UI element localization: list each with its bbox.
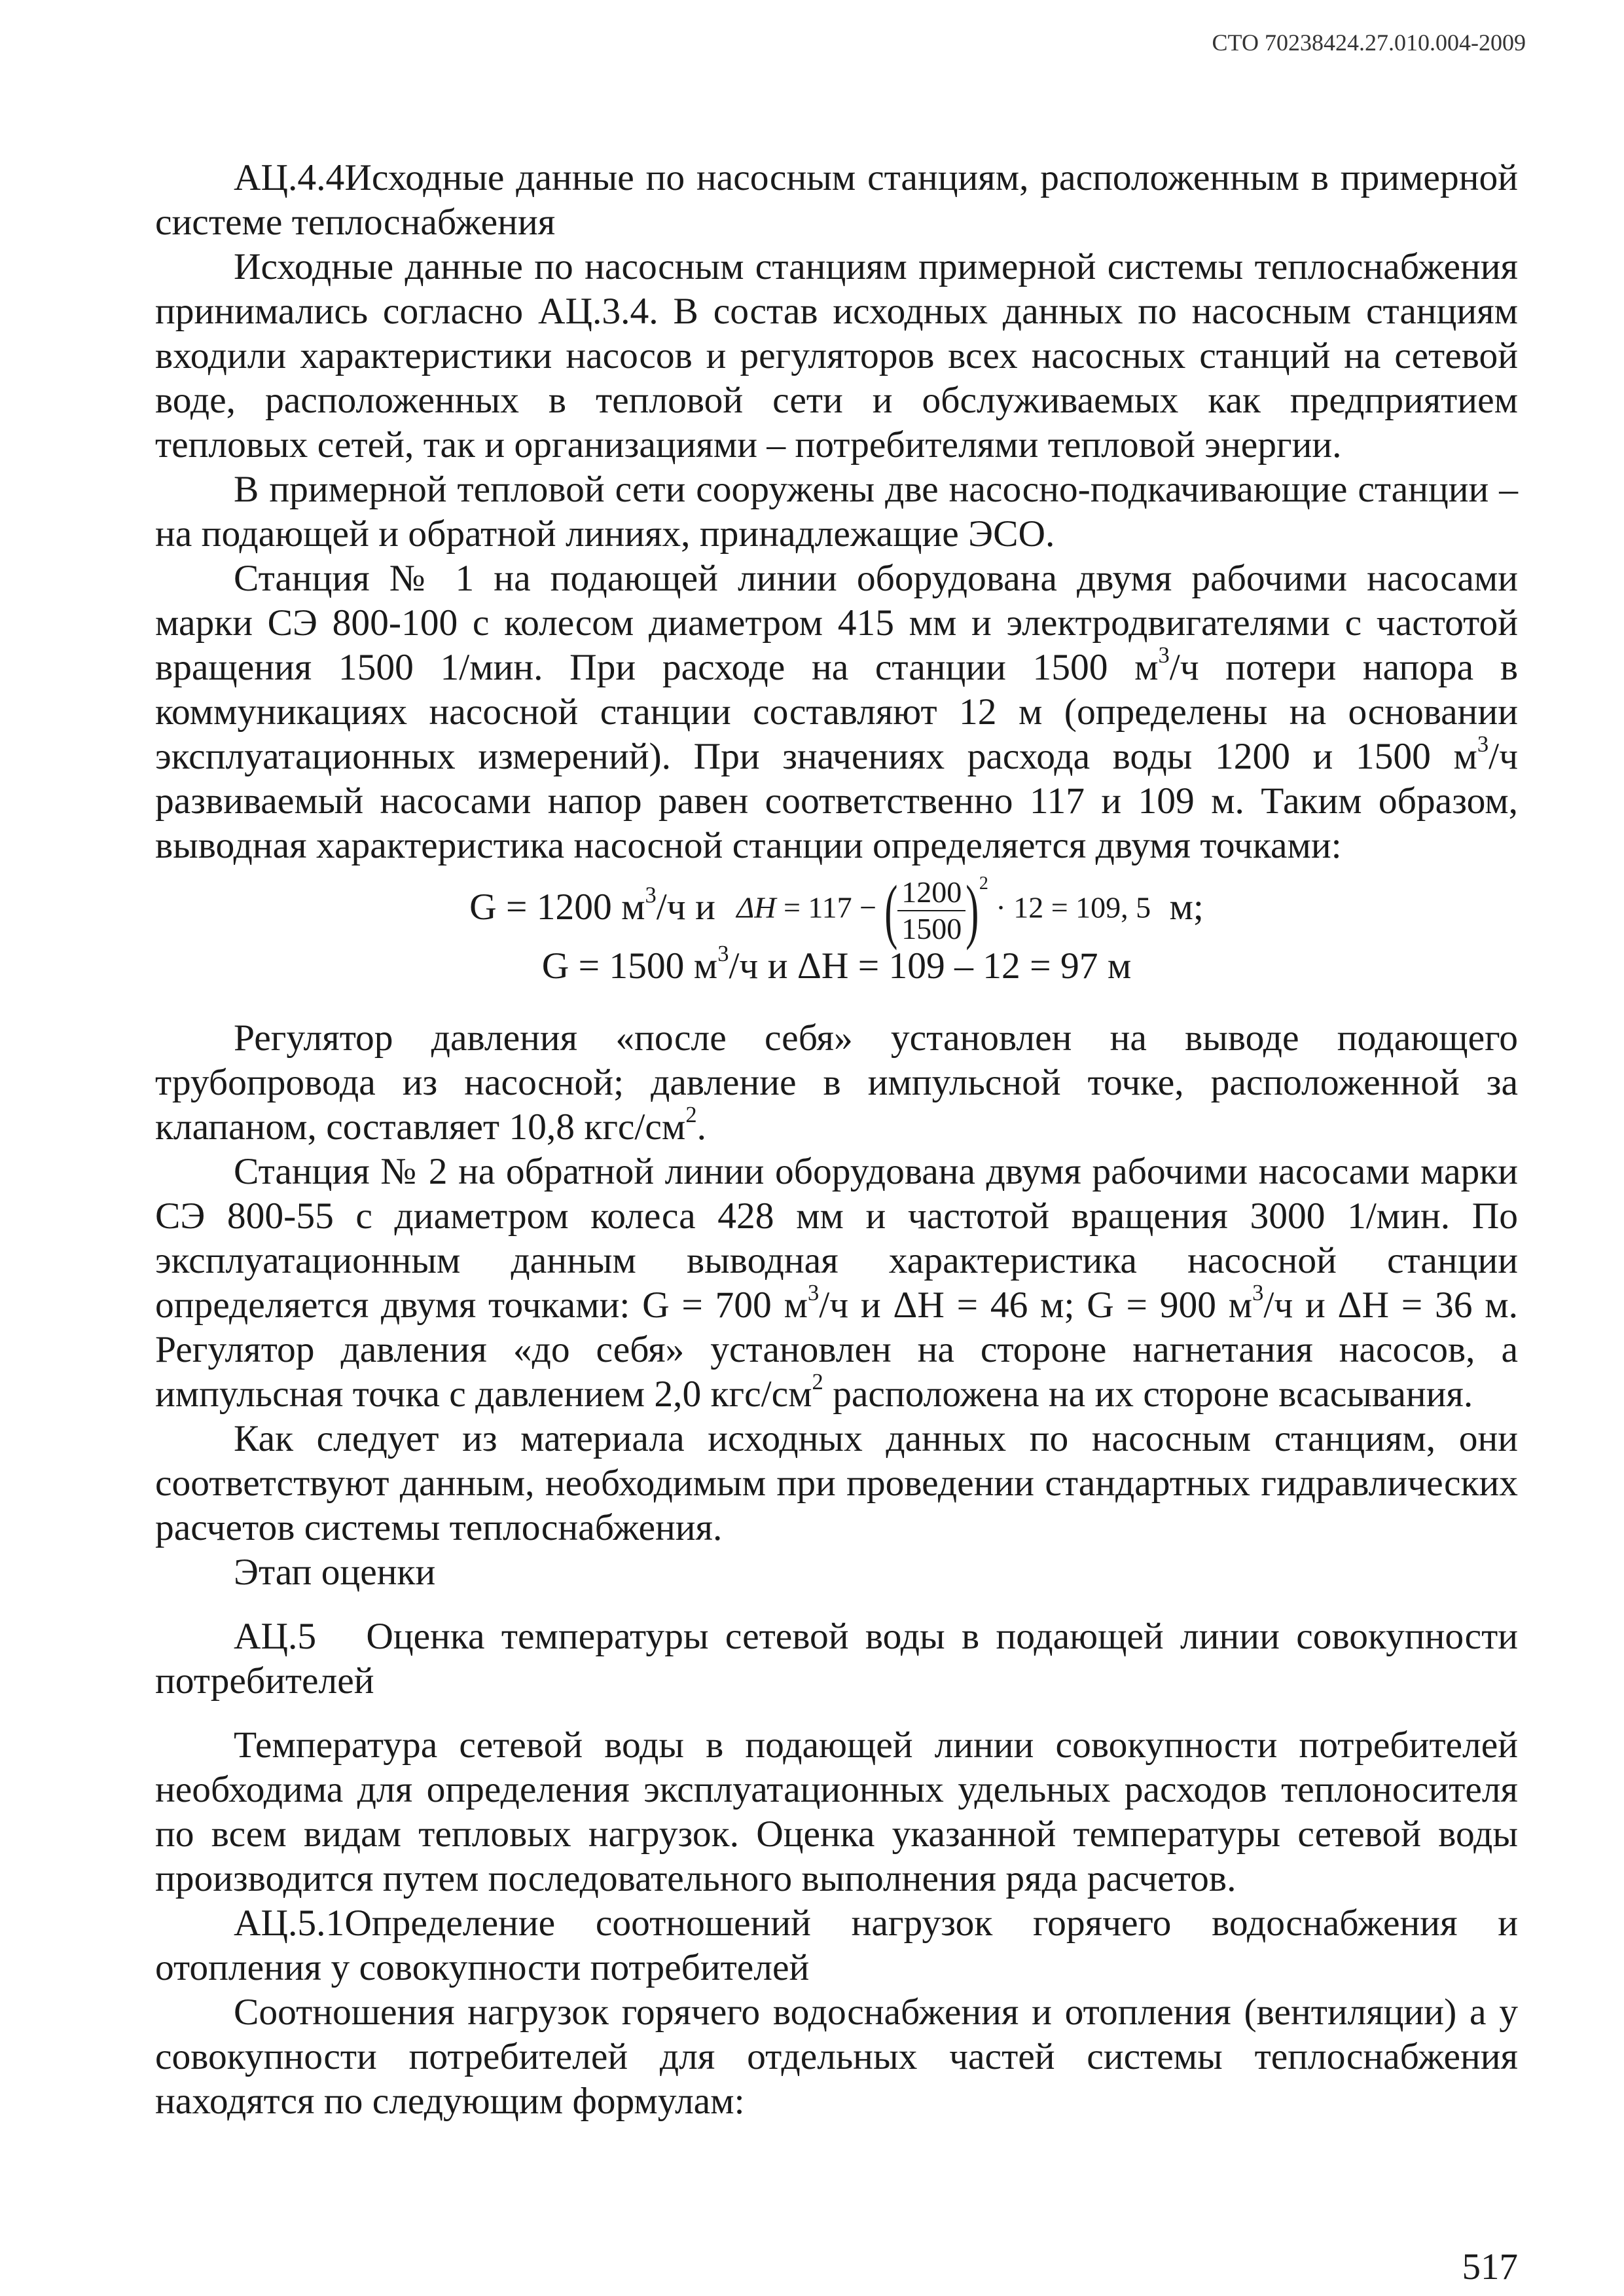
superscript: 3: [1158, 643, 1170, 668]
stage-label: Этап оценки: [234, 1552, 436, 1593]
paragraph: Исходные данные по насосным станциям примерной системы теплоснабжения принимались согласно АЦ.3.4. В состав исходных данных по насосным станциям входили характеристики насосов и регуляторов всех насосных станций на сетевой воде, расположенных в тепловой сети и обслуживаемых как предприятием тепловых сетей, так и организациями – потребителями тепловой энергии.: [155, 246, 1518, 465]
paragraph: Как следует из материала исходных данных по насосным станциям, они соответствуют данным, необходимым при проведении стандартных гидравлических расчетов системы теплоснабжения.: [155, 1418, 1518, 1548]
page-body: [155, 156, 1518, 2124]
section-number: АЦ.4.4: [234, 157, 345, 198]
section-heading-ac-5-1: АЦ.5.1Определение соотношений нагрузок горячего водоснабжения и отопления у совокупности потребителей: [155, 1903, 1518, 1988]
paragraph: Соотношения нагрузок горячего водоснабжения и отопления (вентиляции) а у совокупности потребителей для отдельных частей системы теплоснабжения находятся по следующим формулам:: [155, 1992, 1518, 2122]
fraction: $\frac{1200}{1500}$: [897, 875, 965, 947]
superscript: 3: [1477, 732, 1489, 757]
formula-1: G = 1200 $м^3/ч$ и ΔH = 117 − ( $\frac{1200}{1500}$ )$^2$ · 12 = 109, 5 м;: [469, 871, 1204, 951]
section-heading-ac-5: АЦ.5 Оценка температуры сетевой воды в подающей линии совокупности потребителей: [155, 1616, 1519, 1702]
formula-expression: ΔH = 117 − ( $\frac{1200}{1500}$ )$^2$ · 12 = 109, 5: [736, 871, 1151, 951]
document-code: СТО 70238424.27.010.004-2009: [1212, 29, 1526, 56]
superscript: 2: [685, 1102, 697, 1128]
section-title: Исходные данные по насосным станциям, расположенным в примерной системе теплоснабжения: [155, 157, 1518, 243]
paragraph: В примерной тепловой сети сооружены две насосно-подкачивающие станции – на подающей и обратной линиях, принадлежащие ЭСО.: [155, 469, 1518, 555]
formula-2: G = 1500 $м^3/ч$ и ΔH = 109 – 12 = 97 м: [541, 941, 1132, 987]
paragraph-station-1: Станция № 1 на подающей линии оборудована двумя рабочими насосами марки СЭ 800-100 с колесом диаметром 415 мм и электродвигателями с частотой вращения 1500 1/мин. При расходе на станции 1500 $м^3/ч$ потери напора в коммуникациях насосной станции составляют 12 м (определены на основании эксплуатационных измерений). При значениях расхода воды 1200 и 1500 $м^3/ч$ развиваемый насосами напор равен соответственно 117 и 109 м. Таким образом, выводная характеристика насосной станции определяется двумя точками:: [155, 558, 1518, 866]
paragraph: Температура сетевой воды в подающей линии совокупности потребителей необходима для определения эксплуатационных удельных расходов теплоносителя по всем видам тепловых нагрузок. Оценка указанной температуры сетевой воды производится путем последовательного выполнения ряда расчетов.: [155, 1724, 1518, 1899]
paragraph-station-2: Станция № 2 на обратной линии оборудована двумя рабочими насосами марки СЭ 800-55 с диаметром колеса 428 мм и частотой вращения 3000 1/мин. По эксплуатационным данным выводная характеристика насосной станции определяется двумя точками: G = 700 $м^3/ч$ и ΔH = 46 м; G = 900 $м^3/ч$ и ΔH = 36 м. Регулятор давления «до себя» установлен на стороне нагнетания насосов, а импульсная точка с давлением 2,0 кгс/$см^2$ расположена на их стороне всасывания.: [155, 1151, 1519, 1415]
section-heading-ac-4-4: [155, 156, 1518, 245]
paragraph-regulator: Регулятор давления «после себя» установлен на выводе подающего трубопровода из насосной; давление в импульсной точке, расположенной за клапаном, составляет 10,8 кгс/$см^2$.: [155, 1017, 1518, 1148]
page-number: 517: [1462, 2246, 1518, 2287]
